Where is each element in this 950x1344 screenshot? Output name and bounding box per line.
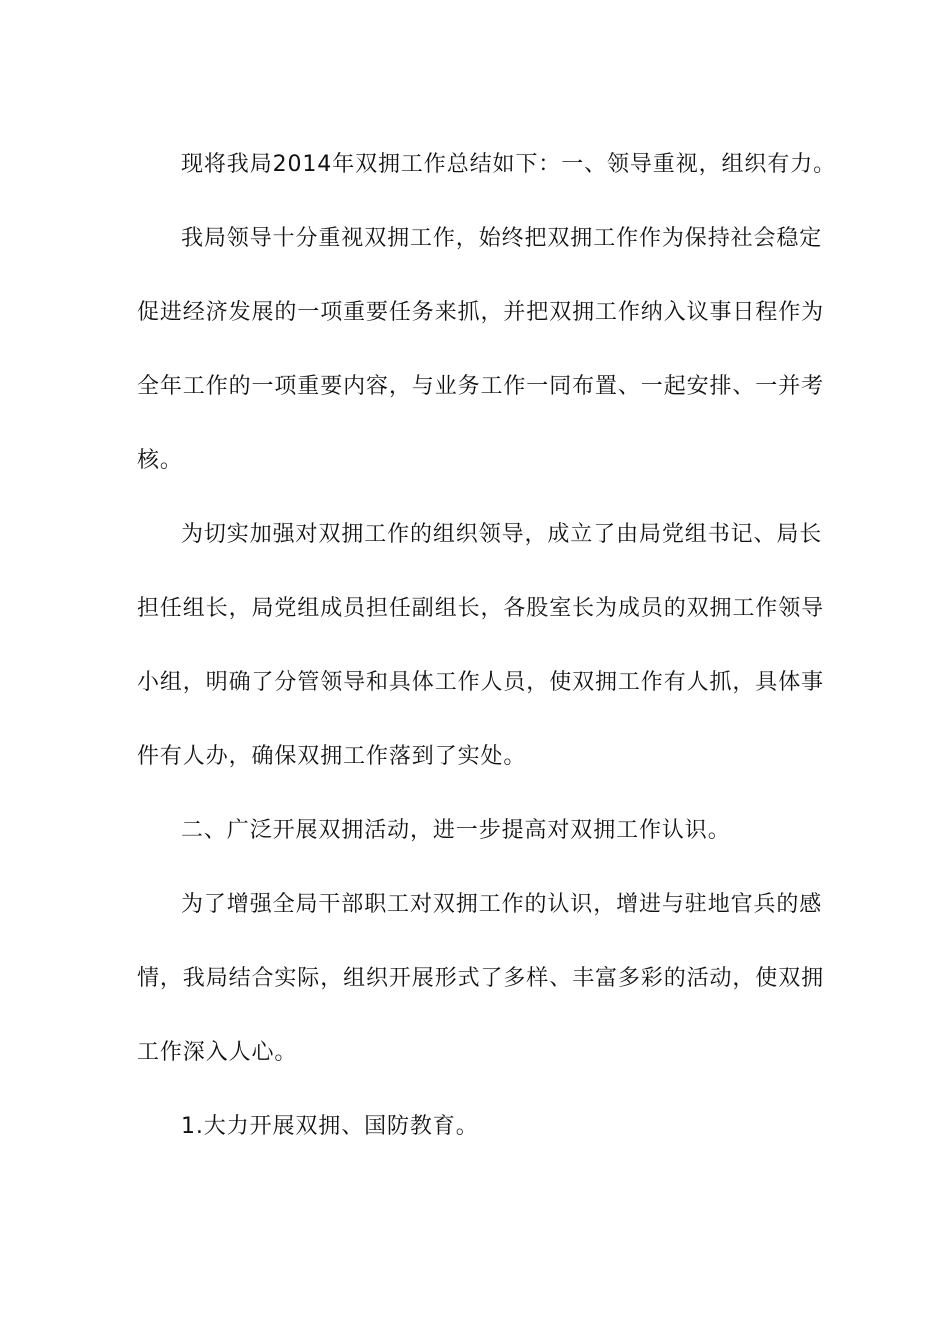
- subsection-heading: [137, 1090, 817, 1164]
- text-line: 工作深入人心。: [137, 1040, 298, 1065]
- section-heading: [137, 794, 817, 868]
- text-line: 我局领导十分重视双拥工作，始终把双拥工作作为保持社会稳定: [181, 226, 823, 251]
- text-line: 情，我局结合实际，组织开展形式了多样、丰富多彩的活动，使双拥: [137, 966, 825, 991]
- paragraph: [137, 498, 825, 794]
- paragraph: [137, 202, 825, 498]
- text-line: 核。: [137, 448, 183, 473]
- text-line: 小组，明确了分管领导和具体工作人员，使双拥工作有人抓，具体事: [137, 670, 825, 695]
- text-line: 全年工作的一项重要内容，与业务工作一同布置、一起安排、一并考: [137, 374, 825, 399]
- paragraph: [137, 868, 825, 1090]
- text-line: 促进经济发展的一项重要任务来抓，并把双拥工作纳入议事日程作为: [137, 300, 825, 325]
- document-body: [137, 128, 836, 1164]
- text-line: 为切实加强对双拥工作的组织领导，成立了由局党组书记、局长: [181, 522, 823, 547]
- paragraph: [137, 128, 836, 202]
- text-line: 1.大力开展双拥、国防教育。: [181, 1114, 479, 1139]
- text-line: 担任组长，局党组成员担任副组长，各股室长为成员的双拥工作领导: [137, 596, 825, 621]
- text-line: 二、广泛开展双拥活动，进一步提高对双拥工作认识。: [181, 818, 731, 843]
- text-line: 现将我局2014年双拥工作总结如下：一、领导重视，组织有力。: [181, 152, 836, 177]
- text-line: 件有人办，确保双拥工作落到了实处。: [137, 744, 527, 769]
- text-line: 为了增强全局干部职工对双拥工作的认识，增进与驻地官兵的感: [181, 892, 823, 917]
